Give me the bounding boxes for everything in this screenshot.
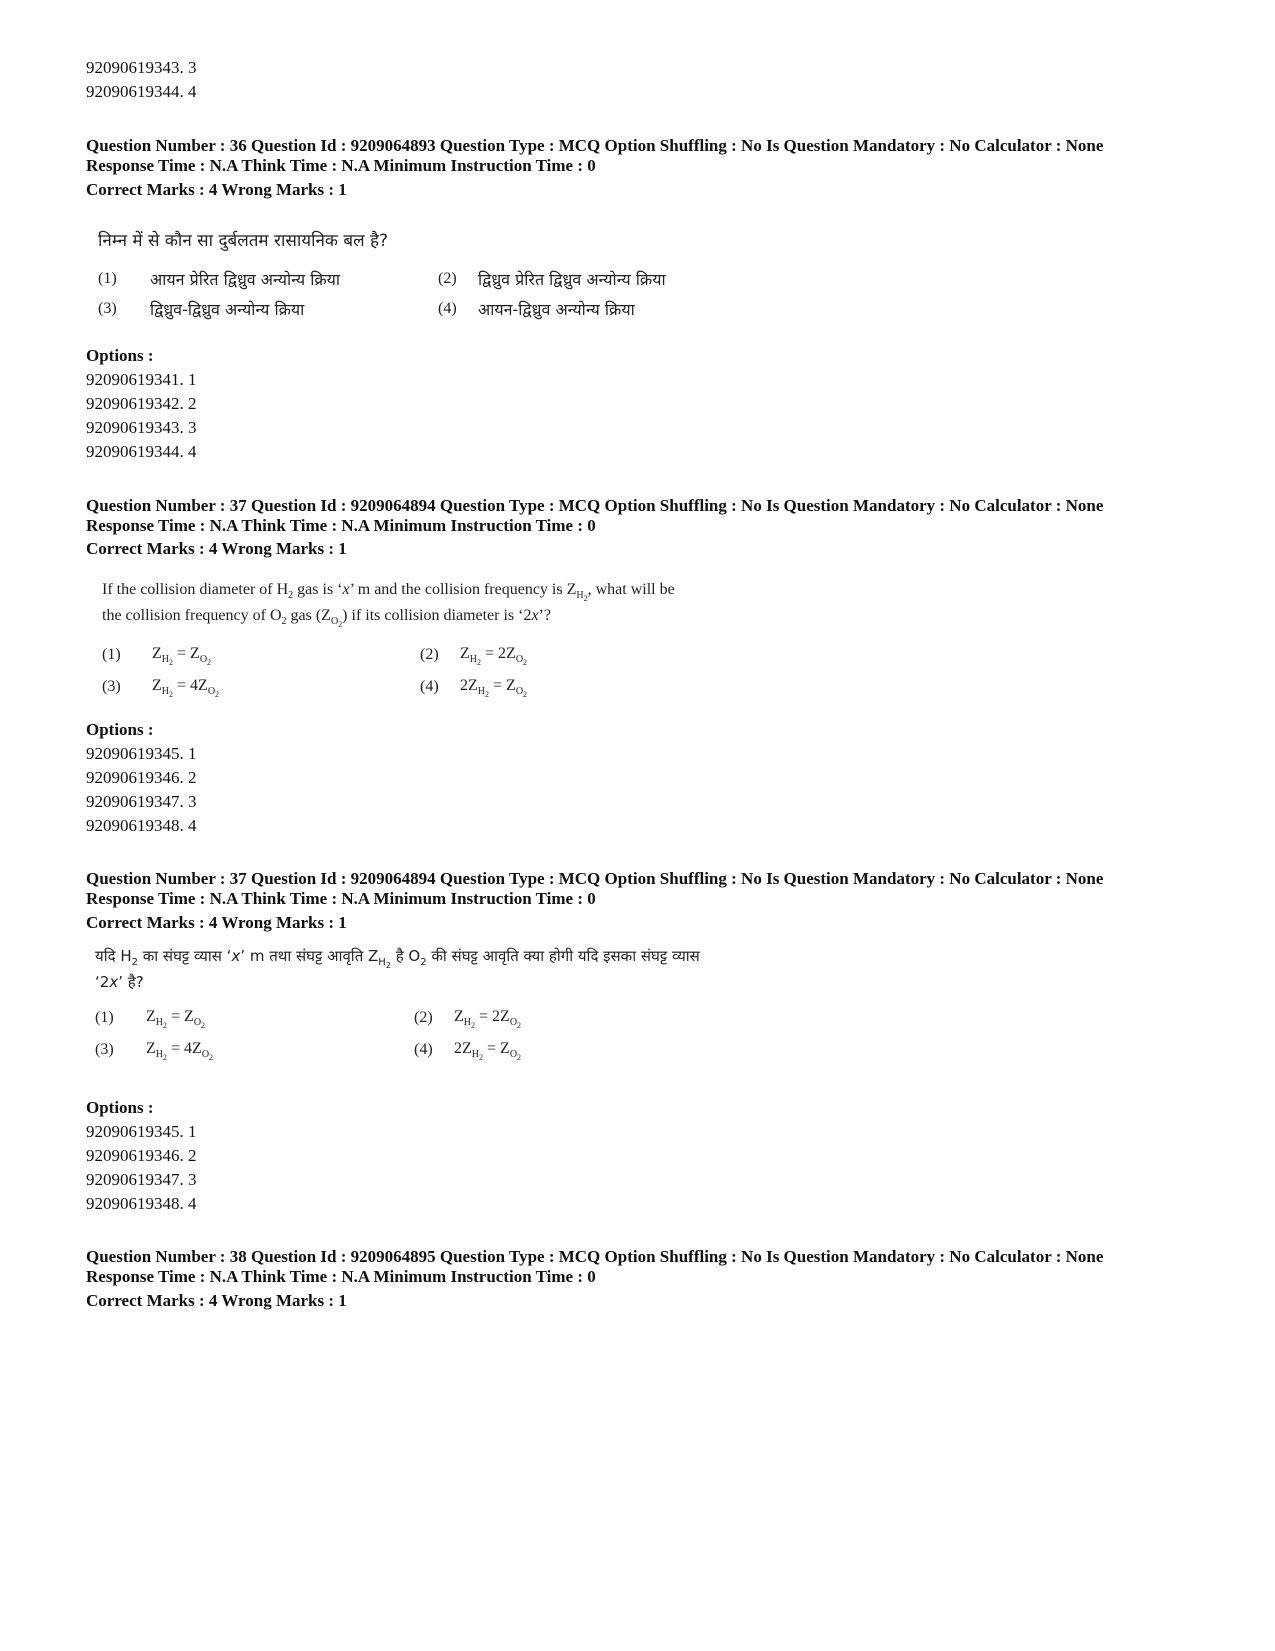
question-text: If the collision diameter of $H_2$ gas is ‘x’ m and the collision frequency is $Z_{H_2}$, what will be xyxy=(102,581,675,604)
question-marks-line: Correct Marks : 4 Wrong Marks : 1 xyxy=(86,539,347,558)
option-item: 92090619343. 3 xyxy=(86,418,197,437)
question-text: ‘2x’ है? xyxy=(95,973,144,991)
choice-text: $2Z_{H_2} = Z_{O_2}$ xyxy=(460,677,528,700)
question-text: यदि $H_2$ का संघट्ट व्यास ‘x’ m तथा संघट्ट आवृति $Z_{H_2}$ है $O_2$ की संघट्ट आवृति क्या होगी यदि इसका संघट्ट व्यास xyxy=(95,947,700,970)
option-item: 92090619345. 1 xyxy=(86,744,197,763)
option-item: 92090619346. 2 xyxy=(86,1146,197,1165)
choice-number: (1) xyxy=(102,646,121,663)
question-meta-line: Response Time : N.A Think Time : N.A Minimum Instruction Time : 0 xyxy=(86,1267,596,1286)
question-marks-line: Correct Marks : 4 Wrong Marks : 1 xyxy=(86,913,347,932)
choice-number: (4) xyxy=(420,678,439,695)
option-item: 92090619346. 2 xyxy=(86,768,197,787)
choice-number: (2) xyxy=(438,270,457,287)
choice-number: (1) xyxy=(95,1009,114,1026)
option-item: 92090619345. 1 xyxy=(86,1122,197,1141)
option-item: 92090619342. 2 xyxy=(86,394,197,413)
question-meta-line: Question Number : 38 Question Id : 9209064895 Question Type : MCQ Option Shuffling : No Is Question Mandatory : No Calculator : None xyxy=(86,1247,1104,1266)
option-item: 92090619343. 3 xyxy=(86,58,197,77)
choice-number: (3) xyxy=(98,300,117,317)
choice-text: आयन प्रेरित द्विध्रुव अन्योन्य क्रिया xyxy=(150,270,341,289)
choice-number: (4) xyxy=(414,1041,433,1058)
question-meta-line: Question Number : 36 Question Id : 9209064893 Question Type : MCQ Option Shuffling : No Is Question Mandatory : No Calculator : None xyxy=(86,136,1104,155)
choice-text: $Z_{H_2} = Z_{O_2}$ xyxy=(146,1008,206,1031)
choice-text: द्विध्रुव प्रेरित द्विध्रुव अन्योन्य क्रिया xyxy=(478,270,666,289)
question-meta-line: Response Time : N.A Think Time : N.A Minimum Instruction Time : 0 xyxy=(86,156,596,175)
question-meta-line: Question Number : 37 Question Id : 9209064894 Question Type : MCQ Option Shuffling : No Is Question Mandatory : No Calculator : None xyxy=(86,496,1104,515)
choice-number: (2) xyxy=(414,1009,433,1026)
option-item: 92090619348. 4 xyxy=(86,1194,197,1213)
question-meta-line: Response Time : N.A Think Time : N.A Minimum Instruction Time : 0 xyxy=(86,889,596,908)
choice-text: $Z_{H_2} = Z_{O_2}$ xyxy=(152,645,212,668)
choice-text: आयन-द्विध्रुव अन्योन्य क्रिया xyxy=(478,300,635,319)
choice-text: $Z_{H_2} = 4Z_{O_2}$ xyxy=(152,677,220,700)
option-item: 92090619341. 1 xyxy=(86,370,197,389)
choice-text: $Z_{H_2} = 2Z_{O_2}$ xyxy=(454,1008,522,1031)
question-text: निम्न में से कौन सा दुर्बलतम रासायनिक बल है? xyxy=(98,231,389,251)
choice-number: (3) xyxy=(102,678,121,695)
question-text: the collision frequency of $O_2$ gas $(Z_{O_2})$ if its collision diameter is ‘2x’? xyxy=(102,607,552,630)
question-marks-line: Correct Marks : 4 Wrong Marks : 1 xyxy=(86,1291,347,1310)
options-label: Options : xyxy=(86,1098,154,1117)
choice-text: $Z_{H_2} = 2Z_{O_2}$ xyxy=(460,645,528,668)
choice-text: $2Z_{H_2} = Z_{O_2}$ xyxy=(454,1040,522,1063)
option-item: 92090619344. 4 xyxy=(86,442,197,461)
choice-number: (2) xyxy=(420,646,439,663)
question-marks-line: Correct Marks : 4 Wrong Marks : 1 xyxy=(86,180,347,199)
options-label: Options : xyxy=(86,346,154,365)
question-meta-line: Response Time : N.A Think Time : N.A Minimum Instruction Time : 0 xyxy=(86,516,596,535)
choice-number: (3) xyxy=(95,1041,114,1058)
options-label: Options : xyxy=(86,720,154,739)
choice-number: (1) xyxy=(98,270,117,287)
option-item: 92090619348. 4 xyxy=(86,816,197,835)
option-item: 92090619344. 4 xyxy=(86,82,197,101)
question-meta-line: Question Number : 37 Question Id : 9209064894 Question Type : MCQ Option Shuffling : No Is Question Mandatory : No Calculator : None xyxy=(86,869,1104,888)
option-item: 92090619347. 3 xyxy=(86,1170,197,1189)
choice-text: द्विध्रुव-द्विध्रुव अन्योन्य क्रिया xyxy=(150,300,305,319)
choice-number: (4) xyxy=(438,300,457,317)
option-item: 92090619347. 3 xyxy=(86,792,197,811)
choice-text: $Z_{H_2} = 4Z_{O_2}$ xyxy=(146,1040,214,1063)
